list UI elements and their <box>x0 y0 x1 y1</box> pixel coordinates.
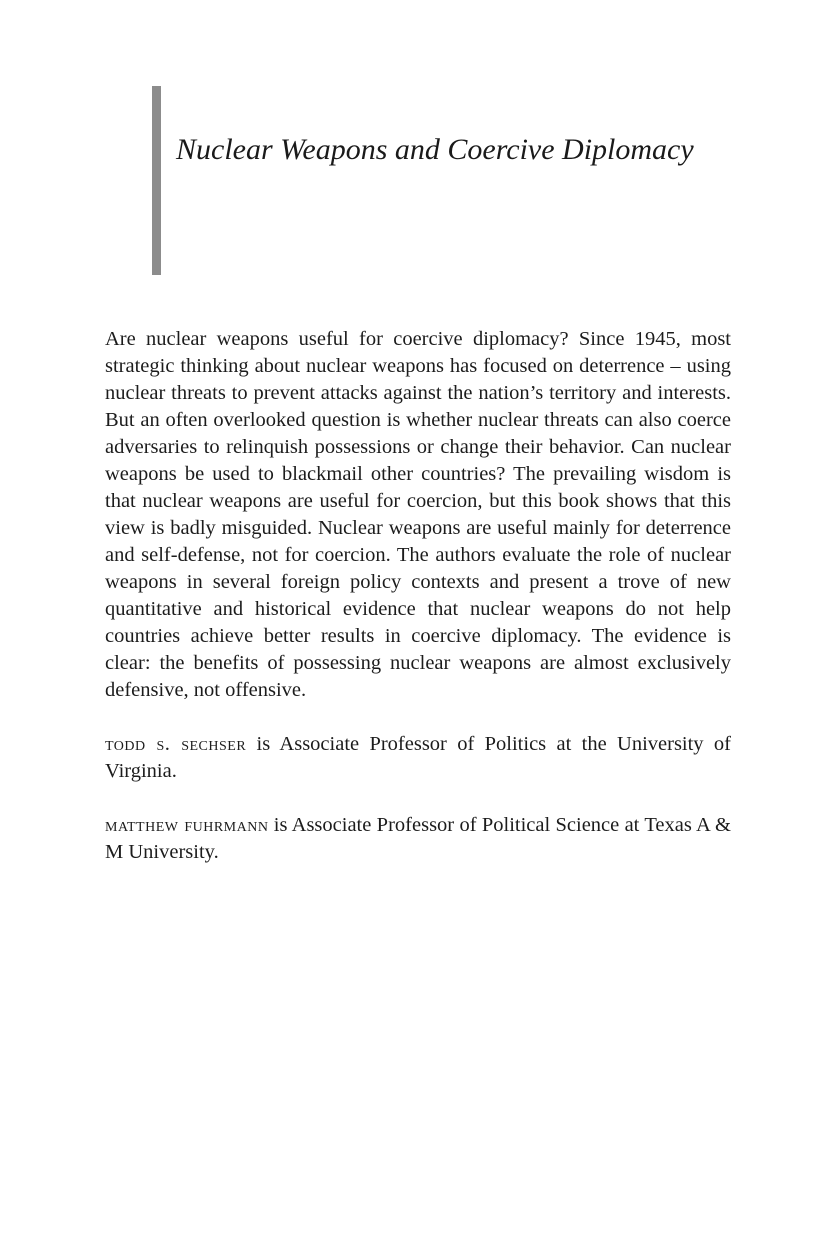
author-bio-text: is Associate Professor of Politics at the University of Virginia. <box>105 733 731 782</box>
author-bio-text: is Associate Professor of Political Science at Texas A & M University. <box>105 814 731 863</box>
author-name: matthew fuhrmann <box>105 814 269 836</box>
book-description: Are nuclear weapons useful for coercive diplomacy? Since 1945, most strategic thinking about nuclear weapons has focused on deterrence – using nuclear threats to prevent attacks against the nation’s territory and interests. But an often overlooked question is whether nuclear threats can also coerce adversaries to relinquish possessions or change their behavior. Can nuclear weapons be used to blackmail other countries? The prevailing wisdom is that nuclear weapons are useful for coercion, but this book shows that this view is badly misguided. Nuclear weapons are useful mainly for deterrence and self-defense, not for coercion. The authors evaluate the role of nuclear weapons in several foreign policy contexts and present a trove of new quantitative and historical evidence that nuclear weapons do not help countries achieve better results in coercive diplomacy. The evidence is clear: the benefits of possessing nuclear weapons are almost exclusively defensive, not offensive. <box>105 328 731 701</box>
title-accent-bar <box>152 86 161 275</box>
author-bio-1 <box>105 731 731 785</box>
author-name: todd s. sechser <box>105 733 247 755</box>
book-title: Nuclear Weapons and Coercive Diplomacy <box>176 133 694 166</box>
author-bio-2 <box>105 812 731 866</box>
book-blurb <box>105 326 731 866</box>
